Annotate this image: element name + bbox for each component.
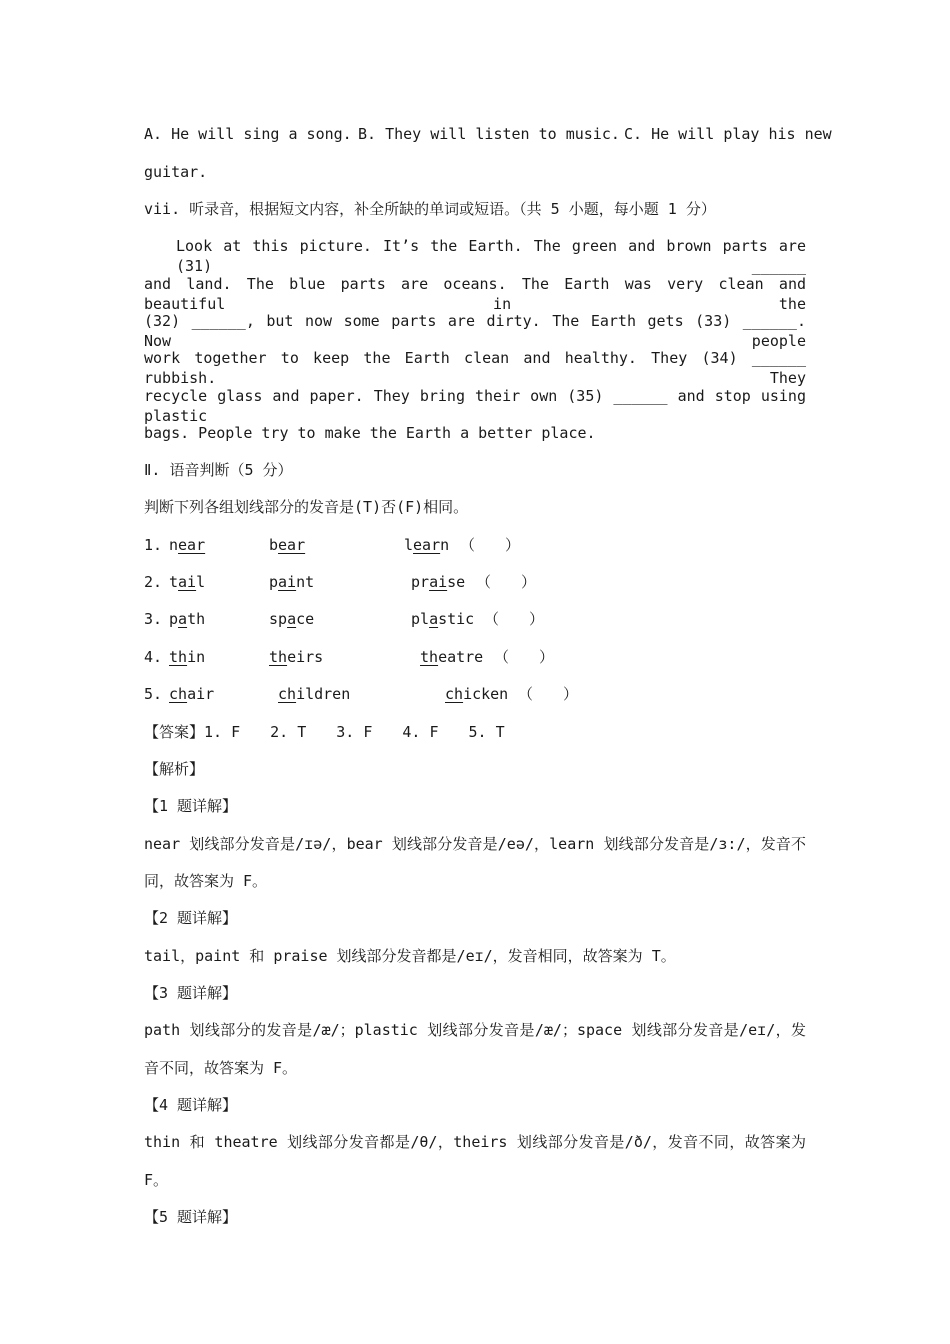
section-vii-heading: vii. 听录音，根据短文内容，补全所缺的单词或短语。（共 5 小题，每小题 1 分） [144,200,716,218]
passage-line-3: (32) ______, but now some parts are dirty. The Earth gets (33) ______. Now people [144,312,806,350]
item-word: chair [169,685,215,703]
item-word: plastic [411,610,475,628]
passage-line-4: work together to keep the Earth clean and healthy. They (34) ______ rubbish. They [144,349,806,387]
passage-line-6: bags. People try to make the Earth a better place. [144,424,596,442]
item-word: theatre [420,648,484,666]
item-number: 1. [144,536,163,554]
detail-4-title: 【4 题详解】 [144,1096,238,1114]
item-word: near [169,536,206,554]
item-number: 5. [144,685,163,703]
item-word: path [169,610,206,628]
item-word: tail [169,573,206,591]
underlined-part: th [169,648,188,666]
detail-2-title: 【2 题详解】 [144,909,238,927]
answer-blank: （ ） [494,648,555,666]
detail-4-line-1: thin 和 theatre 划线部分发音都是/θ/，theirs 划线部分发音是/ð/，发音不同，故答案为 [144,1133,806,1151]
section-ii-heading: Ⅱ. 语音判断（5 分） [144,461,293,479]
answer-blank: （ ） [476,573,537,591]
item-number: 2. [144,573,163,591]
underlined-part: ear [413,536,441,554]
answer-blank: （ ） [518,685,579,703]
underlined-part: th [269,648,288,666]
detail-4-line-2: F。 [144,1171,169,1189]
item-word: theirs [269,648,324,666]
underlined-part: ai [178,573,197,591]
detail-3-line-1: path 划线部分的发音是/æ/；plastic 划线部分发音是/æ/；space 划线部分发音是/eɪ/，发 [144,1021,806,1039]
passage-line-5: recycle glass and paper. They bring their own (35) ______ and stop using plastic [144,387,806,425]
underlined-part: ch [278,685,297,703]
item-number: 4. [144,648,163,666]
underlined-part: a [178,610,188,628]
answer-blank: （ ） [460,536,521,554]
passage-line-1: Look at this picture. It’s the Earth. The green and brown parts are (31) ______ [176,237,806,275]
option-c-tail: guitar. [144,163,208,181]
item-number: 3. [144,610,163,628]
underlined-part: ai [278,573,297,591]
option-b: B. They will listen to music. [358,125,620,143]
analysis-label: 【解析】 [144,760,205,778]
detail-3-title: 【3 题详解】 [144,984,238,1002]
underlined-part: a [287,610,297,628]
item-word: paint [269,573,315,591]
detail-1-line-1: near 划线部分发音是/ɪə/，bear 划线部分发音是/eə/，learn 划线部分发音是/ɜ:/，发音不 [144,835,806,853]
item-word: children [278,685,351,703]
detail-1-title: 【1 题详解】 [144,797,238,815]
instruction: 判断下列各组划线部分的发音是(T)否(F)相同。 [144,498,469,516]
option-c: C. He will play his new [624,125,832,143]
detail-5-title: 【5 题详解】 [144,1208,238,1226]
detail-3-line-2: 音不同，故答案为 F。 [144,1059,298,1077]
detail-2-line-1: tail，paint 和 praise 划线部分发音都是/eɪ/，发音相同，故答案为 T。 [144,947,676,965]
underlined-part: ear [278,536,306,554]
item-word: bear [269,536,306,554]
underlined-part: ear [178,536,206,554]
item-word: chicken [445,685,509,703]
underlined-part: th [420,648,439,666]
underlined-part: ai [429,573,448,591]
detail-1-line-2: 同，故答案为 F。 [144,872,268,890]
underlined-part: ch [445,685,464,703]
passage-line-2: and land. The blue parts are oceans. The Earth was very clean and beautiful in the [144,275,806,313]
answer-line: 【答案】1. F 2. T 3. F 4. F 5. T [144,723,505,741]
item-word: thin [169,648,206,666]
underlined-part: a [429,610,439,628]
item-word: space [269,610,315,628]
item-word: learn [404,536,450,554]
underlined-part: ch [169,685,188,703]
item-word: praise [411,573,466,591]
answer-blank: （ ） [484,610,545,628]
option-a: A. He will sing a song. [144,125,352,143]
